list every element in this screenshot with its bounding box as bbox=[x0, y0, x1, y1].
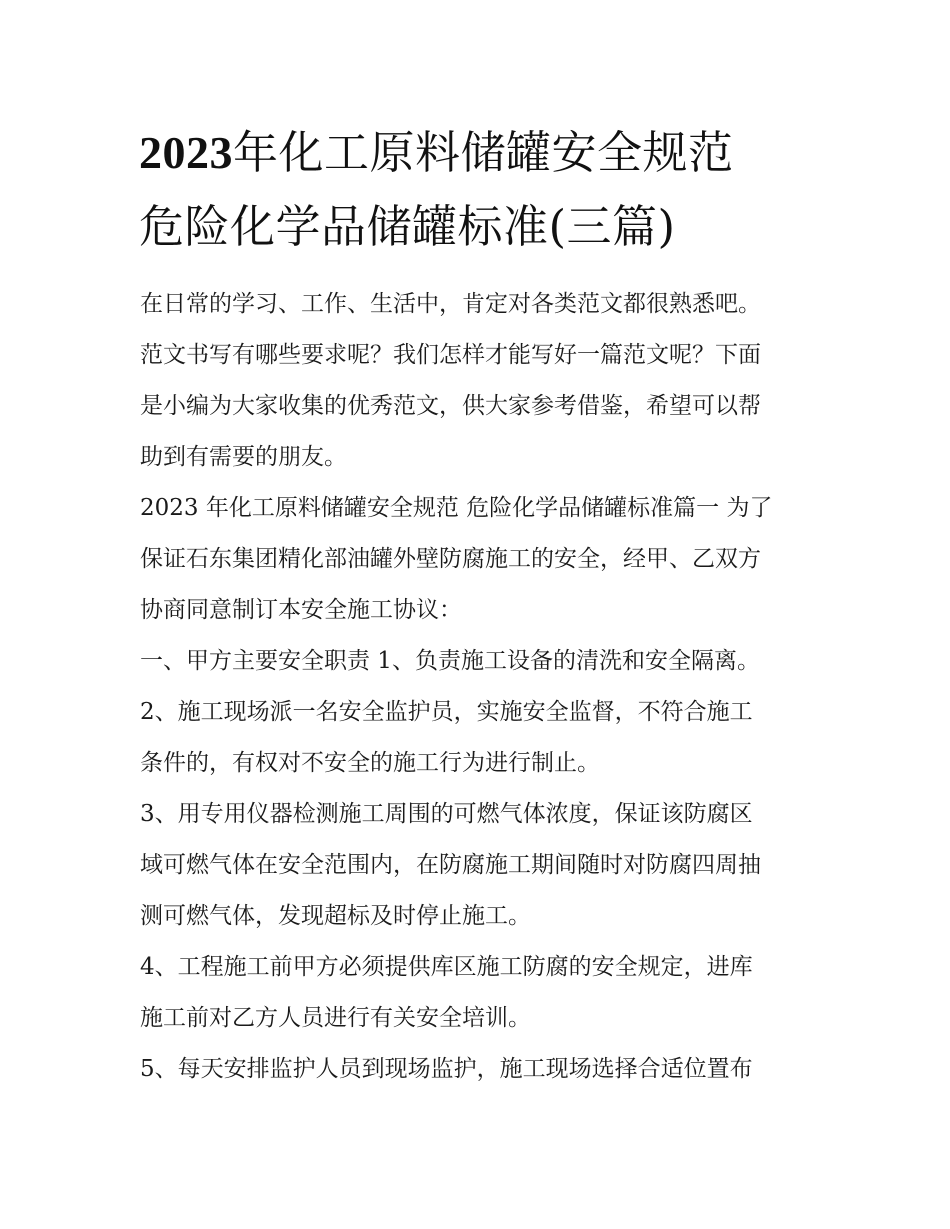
title-line-2: 危险化学品储罐标准(三篇) bbox=[139, 200, 676, 253]
text-line: 一、甲方主要安全职责 1、负责施工设备的清洗和安全隔离。 bbox=[140, 648, 760, 674]
text-line: 2、施工现场派一名安全监护员，实施安全监督，不符合施工 bbox=[140, 699, 753, 725]
title-year: 2023 bbox=[139, 127, 233, 178]
text-line: 范文书写有哪些要求呢？我们怎样才能写好一篇范文呢？下面 bbox=[140, 342, 761, 368]
paragraph-item-3 bbox=[140, 789, 820, 942]
text-line: 在日常的学习、工作、生活中，肯定对各类范文都很熟悉吧。 bbox=[140, 291, 761, 317]
text-line: 保证石东集团精化部油罐外壁防腐施工的安全，经甲、乙双方 bbox=[140, 546, 761, 572]
text-line: 3、用专用仪器检测施工周围的可燃气体浓度，保证该防腐区 bbox=[140, 801, 753, 827]
text-line: 是小编为大家收集的优秀范文，供大家参考借鉴，希望可以帮 bbox=[140, 393, 761, 419]
text-line: 测可燃气体，发现超标及时停止施工。 bbox=[140, 903, 531, 929]
paragraph-item-4 bbox=[140, 942, 820, 1044]
text-line: 施工前对乙方人员进行有关安全培训。 bbox=[140, 1005, 531, 1031]
title-line-1 bbox=[139, 116, 819, 190]
text-line: 条件的，有权对不安全的施工行为进行制止。 bbox=[140, 750, 600, 776]
paragraph-item-2 bbox=[140, 687, 820, 789]
document-title bbox=[139, 116, 819, 264]
text-line: 协商同意制订本安全施工协议： bbox=[140, 597, 462, 623]
text-line: 2023 年化工原料储罐安全规范 危险化学品储罐标准篇一 为了 bbox=[140, 495, 773, 521]
document-body bbox=[140, 279, 820, 1095]
text-line: 域可燃气体在安全范围内，在防腐施工期间随时对防腐四周抽 bbox=[140, 852, 761, 878]
text-line: 4、工程施工前甲方必须提供库区施工防腐的安全规定，进库 bbox=[140, 954, 753, 980]
text-line: 5、每天安排监护人员到现场监护，施工现场选择合适位置布 bbox=[140, 1056, 753, 1082]
paragraph-intro bbox=[140, 279, 820, 483]
paragraph-item-5 bbox=[140, 1044, 820, 1095]
text-line: 助到有需要的朋友。 bbox=[140, 444, 347, 470]
paragraph-party-a-duties bbox=[140, 636, 820, 687]
paragraph-section-one bbox=[140, 483, 820, 636]
title-line-1-text: 年化工原料储罐安全规范 bbox=[233, 126, 734, 179]
